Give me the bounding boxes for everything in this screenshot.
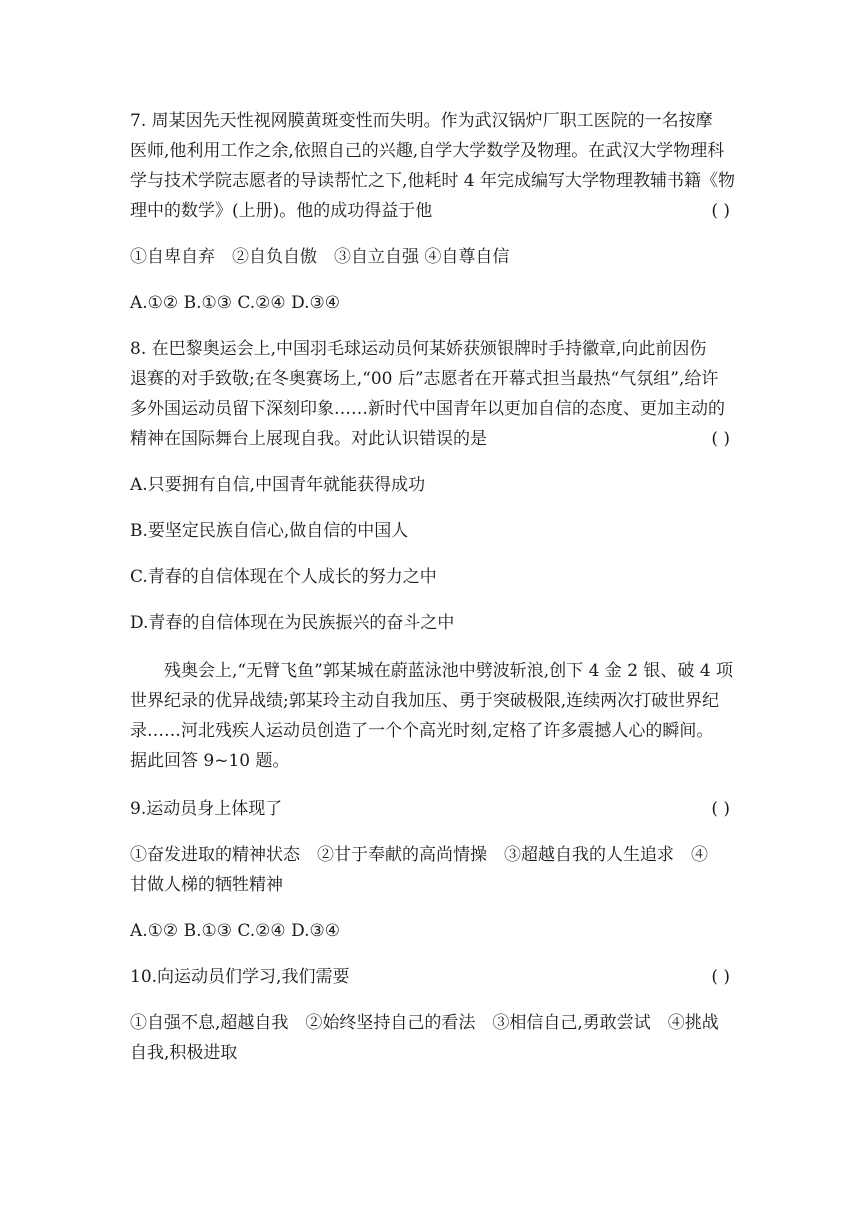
- option-d: D.③④: [291, 293, 340, 313]
- question-8-stem-line: 多外国运动员留下深刻印象……新时代中国青年以更加自信的态度、更加主动的: [130, 399, 725, 419]
- question-7-items: ①自卑自弃 ②自负自傲 ③自立自强 ④自尊自信: [130, 247, 510, 267]
- option-b: B.①③: [183, 921, 232, 941]
- question-7-stem-line: 学与技术学院志愿者的导读帮忙之下,他耗时 4 年完成编写大学物理教辅书籍《物: [130, 171, 736, 191]
- question-10-stem: 10.向运动员们学习,我们需要: [130, 967, 350, 987]
- choice-a: A.只要拥有自信,中国青年就能获得成功: [130, 475, 426, 495]
- question-7-stem-line: 医师,他利用工作之余,依照自己的兴趣,自学大学数学及物理。在武汉大学物理科: [130, 141, 725, 161]
- option-b: B.①③: [183, 293, 232, 313]
- answer-parentheses: ( ): [711, 201, 730, 221]
- question-8: [130, 334, 730, 638]
- question-9-options: [130, 916, 730, 946]
- passage-line: 世界纪录的优异战绩;郭某玲主动自我加压、勇于突破极限,连续两次打破世界纪: [130, 691, 720, 711]
- reading-passage: [130, 656, 734, 776]
- passage-line: 录……河北残疾人运动员创造了一个个高光时刻,定格了许多震撼人心的瞬间。: [130, 721, 714, 741]
- question-9-stem: 9.运动员身上体现了: [130, 799, 283, 819]
- passage-line: 据此回答 9~10 题。: [130, 751, 290, 771]
- choice-c: C.青春的自信体现在个人成长的努力之中: [130, 567, 437, 587]
- question-9-items-line: ①奋发进取的精神状态 ②甘于奉献的高尚情操 ③超越自我的人生追求 ④: [130, 845, 708, 865]
- question-8-stem-line: 精神在国际舞台上展现自我。对此认识错误的是: [130, 429, 487, 449]
- question-7-stem-last-line: [130, 196, 730, 226]
- question-9-stem-line: [130, 794, 730, 824]
- passage-line: 残奥会上,“无臂飞鱼”郭某城在蔚蓝泳池中劈波斩浪,创下 4 金 2 银、破 4 项: [164, 661, 734, 681]
- answer-parentheses: ( ): [711, 967, 730, 987]
- question-7-options: [130, 288, 730, 318]
- option-a: A.①②: [130, 921, 179, 941]
- question-10-items-line: ①自强不息,超越自我 ②始终坚持自己的看法 ③相信自己,勇敢尝试 ④挑战: [130, 1013, 719, 1033]
- question-8-stem-last-line: [130, 424, 730, 454]
- option-a: A.①②: [130, 293, 179, 313]
- question-10: [130, 962, 730, 1068]
- question-8-stem-line: 退赛的对手致敬;在冬奥赛场上,“00 后”志愿者在开幕式担当最热“气氛组”,给许: [130, 369, 719, 389]
- answer-parentheses: ( ): [711, 429, 730, 449]
- question-8-stem-line: 8. 在巴黎奥运会上,中国羽毛球运动员何某娇获颁银牌时手持徽章,向此前因伤: [130, 339, 707, 359]
- question-9: [130, 794, 730, 946]
- question-9-items-line: 甘做人梯的牺牲精神: [130, 875, 283, 895]
- option-d: D.③④: [291, 921, 340, 941]
- answer-parentheses: ( ): [711, 799, 730, 819]
- choice-b: B.要坚定民族自信心,做自信的中国人: [130, 521, 409, 541]
- option-c: C.②④: [237, 293, 286, 313]
- question-7-stem-line: 理中的数学》(上册)。他的成功得益于他: [130, 201, 433, 221]
- question-10-items-line: 自我,积极进取: [130, 1043, 238, 1063]
- document-page: [130, 106, 736, 1068]
- question-7: [130, 106, 736, 318]
- question-7-stem-line: 7. 周某因先天性视网膜黄斑变性而失明。作为武汉锅炉厂职工医院的一名按摩: [130, 111, 713, 131]
- question-10-stem-line: [130, 962, 730, 992]
- choice-d: D.青春的自信体现在为民族振兴的奋斗之中: [130, 613, 455, 633]
- option-c: C.②④: [237, 921, 286, 941]
